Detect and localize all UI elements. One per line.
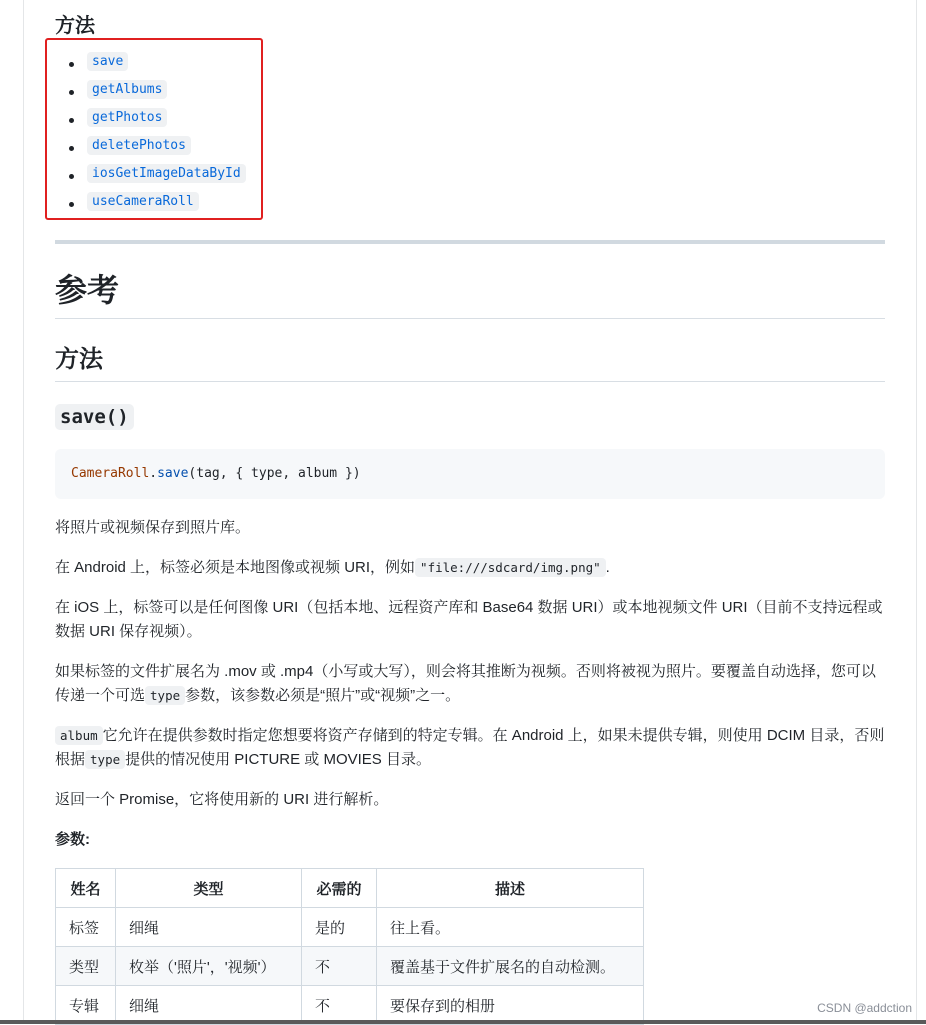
inline-code: type bbox=[85, 750, 125, 769]
paragraph-returns: 返回一个 Promise，它将使用新的 URI 进行解析。 bbox=[55, 791, 389, 808]
params-table bbox=[55, 868, 644, 1025]
table-cell: 细绳 bbox=[116, 986, 302, 1025]
text: 提供的情况使用 PICTURE 或 MOVIES 目录。 bbox=[125, 751, 431, 768]
page-left-border bbox=[23, 0, 24, 1024]
inline-code: "file:///sdcard/img.png" bbox=[415, 558, 606, 577]
methods-heading: 方法 bbox=[55, 13, 95, 37]
text: . bbox=[605, 559, 610, 576]
subheading-underline bbox=[55, 381, 885, 382]
heading-underline bbox=[55, 318, 885, 319]
paragraph-type bbox=[55, 660, 885, 708]
table-header-row bbox=[56, 869, 644, 908]
table-cell: 不 bbox=[302, 947, 377, 986]
table-cell: 细绳 bbox=[116, 908, 302, 947]
method-link-getphotos[interactable]: getPhotos bbox=[87, 108, 167, 127]
code-function: save bbox=[157, 466, 189, 481]
table-row bbox=[56, 986, 644, 1025]
save-method-heading bbox=[55, 406, 134, 428]
inline-code: album bbox=[55, 726, 103, 745]
table-cell: 要保存到的相册 bbox=[377, 986, 644, 1025]
code-class: CameraRoll bbox=[71, 466, 150, 481]
text: 如果标签的文件扩展名为 .mov 或 .mp4（小写或大写），则会将其推断为视频。否则将被视为照片。要覆盖自动选择，您可以传递一个可选 bbox=[55, 663, 876, 704]
reference-heading: 参考 bbox=[55, 271, 120, 309]
text: 在 Android 上，标签必须是本地图像或视频 URI，例如 bbox=[55, 559, 416, 576]
paragraph-android bbox=[55, 556, 885, 580]
table-header: 姓名 bbox=[56, 869, 116, 908]
text: 参数，该参数必须是“照片”或“视频”之一。 bbox=[185, 687, 461, 704]
table-row bbox=[56, 947, 644, 986]
inline-code: type bbox=[145, 686, 185, 705]
page-right-border bbox=[916, 0, 917, 1024]
method-link-usecameraroll[interactable]: useCameraRoll bbox=[87, 192, 199, 211]
page-bottom-edge bbox=[0, 1020, 926, 1024]
paragraph-album bbox=[55, 724, 885, 772]
table-cell: 类型 bbox=[56, 947, 116, 986]
section-divider bbox=[55, 240, 885, 244]
table-header: 必需的 bbox=[302, 869, 377, 908]
table-row bbox=[56, 908, 644, 947]
code-dot: . bbox=[149, 466, 158, 481]
paragraph-description: 将照片或视频保存到照片库。 bbox=[55, 519, 251, 536]
table-header: 类型 bbox=[116, 869, 302, 908]
table-cell: 覆盖基于文件扩展名的自动检测。 bbox=[377, 947, 644, 986]
text: 它允许在提供参数时指定您想要将资产存储到的特定专辑。在 Android 上，如果未提供专辑，则使用 DCIM 目录，否则根据 bbox=[55, 727, 885, 768]
table-cell: 是的 bbox=[302, 908, 377, 947]
params-label: 参数: bbox=[55, 831, 90, 848]
code-block bbox=[55, 449, 885, 499]
method-link-iosgetimagedatabyid[interactable]: iosGetImageDataById bbox=[87, 164, 246, 183]
table-cell: 标签 bbox=[56, 908, 116, 947]
save-method-code: save() bbox=[55, 404, 134, 430]
paragraph-ios: 在 iOS 上，标签可以是任何图像 URI（包括本地、远程资产库和 Base64 数据 URI）或本地视频文件 URI（目前不支持远程或数据 URI 保存视频）。 bbox=[55, 599, 883, 640]
table-cell: 枚举（'照片'，'视频'） bbox=[116, 947, 302, 986]
red-highlight-box bbox=[45, 38, 263, 220]
watermark: CSDN @addction bbox=[817, 1001, 912, 1015]
table-cell: 往上看。 bbox=[377, 908, 644, 947]
methods-subheading: 方法 bbox=[55, 345, 103, 373]
method-link-deletephotos[interactable]: deletePhotos bbox=[87, 136, 191, 155]
table-cell: 不 bbox=[302, 986, 377, 1025]
method-link-getalbums[interactable]: getAlbums bbox=[87, 80, 167, 99]
table-header: 描述 bbox=[377, 869, 644, 908]
method-link-save[interactable]: save bbox=[87, 52, 128, 71]
table-cell: 专辑 bbox=[56, 986, 116, 1025]
code-args: (tag, { type, album }) bbox=[188, 466, 361, 481]
